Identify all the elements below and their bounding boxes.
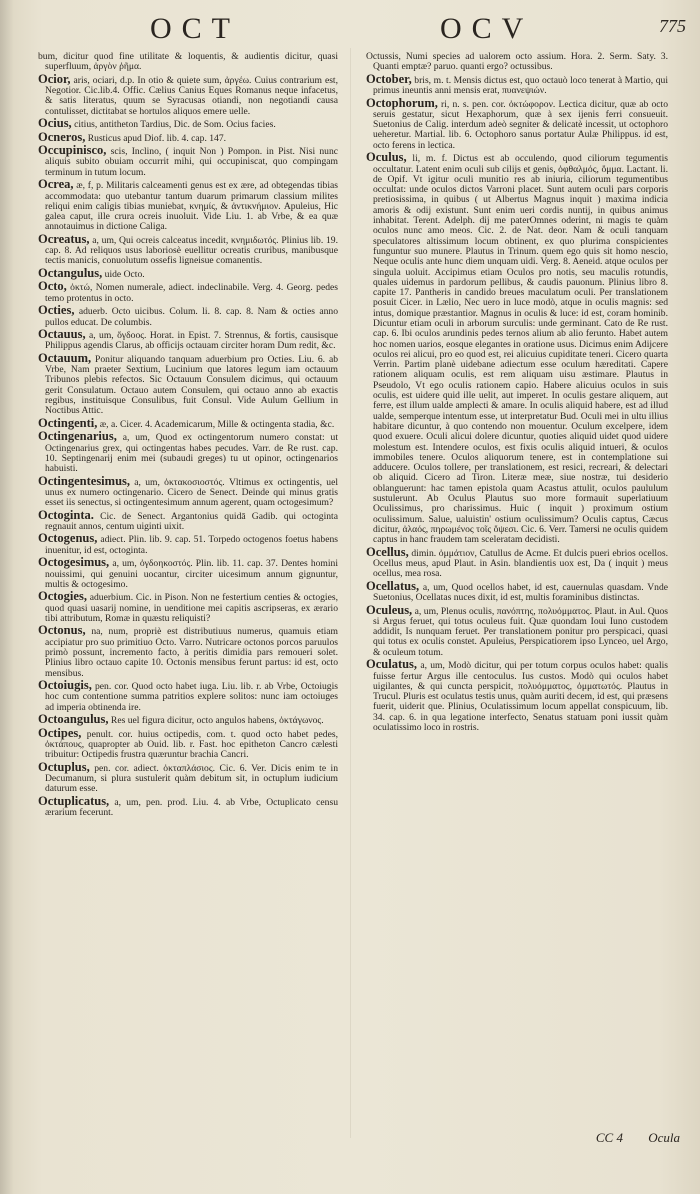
dictionary-entry <box>38 625 338 678</box>
entry-text: dimin. ὀμμάτιον, Catullus de Acme. Et dulcis pueri ebrios ocellos. Ocellus meus, apud Plaut. in Asin. blandientis uox est, Da ( inquit ) meus ocellus, mea rosa. <box>373 547 668 580</box>
entry-text: Cic. de Senect. Argantonius quidā Gadib. qui octoginta regnauit annos, centum uiginti uixit. <box>45 510 338 532</box>
entry-headword: Ocrea, <box>38 177 74 192</box>
entry-headword: Occupinisco, <box>38 143 107 158</box>
entry-headword: Octuplicatus, <box>38 793 110 808</box>
entry-headword: Oculeus, <box>366 602 413 617</box>
entry-headword: Ocior, <box>38 71 71 86</box>
entry-headword: Octogesimus, <box>38 555 110 570</box>
entry-text: scis, Inclino, ( inquit Non ) Pompon. in Pist. Nisi nunc aliquis subito obuiam occurrit mihi, qui occupiniscat, quo compingam terminum in tutum locum. <box>45 146 338 178</box>
entry-headword: Octuplus, <box>38 759 90 774</box>
entry-headword: Oculatus, <box>366 657 418 672</box>
entry-headword: Octipes, <box>38 725 82 740</box>
dictionary-entry <box>38 71 338 117</box>
entry-text: bum, dicitur quod fine utilitate & loquentis, & audientis dicitur, quasi superfluum, ἀργὸν ῥῆμα. <box>38 52 338 73</box>
entry-text: aduerb. Octo uicibus. Colum. li. 8. cap. 8. Nam & octies anno pullos educat. De columbis. <box>45 306 338 328</box>
entry-headword: Octingenarius, <box>38 429 117 444</box>
dictionary-entry <box>38 145 338 178</box>
dictionary-entry <box>38 557 338 590</box>
dictionary-entry <box>38 725 338 761</box>
dictionary-entry <box>38 305 338 328</box>
entry-headword: Ocius, <box>38 116 72 131</box>
column-gutter <box>350 48 351 1138</box>
catchword: Ocula <box>648 1130 680 1145</box>
dictionary-entry <box>38 473 338 509</box>
dictionary-entry <box>38 265 338 280</box>
entry-headword: Octophorum, <box>366 95 438 110</box>
dictionary-entry <box>366 602 668 658</box>
entry-text: ὀκτώ, Nomen numerale, adiect. indeclinabile. Verg. 4. Georg. pedes temo protentus in octo. <box>45 282 338 304</box>
page-footer <box>574 1130 680 1146</box>
page-number: 775 <box>659 16 686 36</box>
entry-text: a, um, ὀγδοηκοστός. Plin. lib. 11. cap. 37. Dentes homini nouissimi, qui genuini uocantur, circiter uicesimum annum gignuntur, multis & octogesimo. <box>45 558 338 590</box>
entry-text: pen. cor. Quod octo habet iuga. Liu. lib. r. ab Vrbe, Octoiugis hoc cum contentione summa patritios explere solitos: nunc iam octoiuges ad imperia obtinenda ire. <box>45 681 338 713</box>
dictionary-entry <box>38 179 338 232</box>
dictionary-entry <box>38 415 338 430</box>
dictionary-entry <box>38 231 338 267</box>
dictionary-entry <box>38 793 338 819</box>
entry-headword: Ocellatus, <box>366 578 420 593</box>
entry-text: a, um, Qui ocreis calceatus incedit, κνημιδωτός. Plinius lib. 19. cap. 8. Ad reliquos usus laboriosè euellitur ocreatis cruribus, manibusque tectis manicis, conuolutum ossefis ligneisue comanentis. <box>45 234 338 267</box>
right-column <box>366 52 668 1127</box>
entry-headword: Ocneros, <box>38 129 86 144</box>
signature-mark: CC 4 <box>595 1130 623 1145</box>
entry-text: pen. cor. adiect. ὀκταπλάσιος. Cic. 6. Ver. Dicis enim te in Decumanum, si plura sustulerit quàm debitum sit, in octuplum iudicium daturum esse. <box>45 762 338 795</box>
entry-headword: Octoangulus, <box>38 712 109 727</box>
entry-headword: Ocreatus, <box>38 231 90 246</box>
entry-text: ri, n. s. pen. cor. ὀκτώφορον. Lectica dicitur, quæ ab octo seruis gestatur, sicut Hexaphorum, quæ à sex ijenis ferri consueuit. Suetonius de Calig. interdum adeò segniter & delicatè incessit, ut octophoro ueheretur. Martial. lib. 6. Octophoro sanus portatur Aulæ Philippus. id est, octo ferens in lectica. <box>373 98 668 151</box>
running-head <box>0 10 700 52</box>
entry-headword: Octauum, <box>38 350 92 365</box>
entry-headword: Octingentesimus, <box>38 473 131 488</box>
entry-headword: Octauus, <box>38 327 86 341</box>
entry-headword: Octogies, <box>38 589 87 604</box>
dictionary-entry <box>38 431 338 474</box>
entry-headword: Octoginta. <box>38 507 94 522</box>
entry-headword: Octonus, <box>38 623 86 638</box>
dictionary-entry <box>38 281 338 304</box>
dictionary-entry <box>38 118 338 130</box>
entry-headword: Octogenus, <box>38 531 98 546</box>
dictionary-entry <box>38 350 338 417</box>
dictionary-entry <box>366 544 668 580</box>
left-column <box>38 52 338 1127</box>
entry-text: citius, antitheton Tardius, Dic. de Som. Ocius facies. <box>74 119 276 131</box>
entry-text: a, um, Quod ocellos habet, id est, cauernulas quasdam. Vnde Suetonius, Ocellatas nuces dixit, id est, multis foraminibus distinctas. <box>373 581 668 604</box>
entry-headword: Ocellus, <box>366 544 409 559</box>
entry-text: æ, f, p. Militaris calceamenti genus est ex ære, ad obtegendas tibias accommodata: quo utebantur tantum duarum primarum classium milites reliqui enim caligis tibias muniebat, κνημίς, & ἀντικνήμιον. Apuleius, Hic galea caput, ille crura ocreis inuoluit. Vide Liu. 1. ab Vrbe, & ea quæ annotauimus in dictione Caliga. <box>45 180 338 233</box>
dictionary-entry <box>38 129 338 144</box>
entry-headword: Octingenti, <box>38 415 98 430</box>
entry-text: æ, a. Cicer. 4. Academicarum, Mille & octingenta stadia, &c. <box>99 418 335 430</box>
entry-text: a, um, pen. prod. Liu. 4. ab Vrbe, Octuplicato censu ærarium fecerunt. <box>45 796 338 819</box>
dictionary-entry <box>38 52 338 73</box>
dictionary-entry <box>366 659 668 733</box>
dictionary-entry <box>366 71 668 97</box>
entry-text: na, num, propriè est distributiuus numerus, quamuis etiam accipiatur pro suo primitiuo Octo. Varro. Nutricare octonos porcos paruulos primò possunt, incremento facto, à peritis dimidia pars remoueri solet. Plinius libro octauo capite 10. Octonis mensibus ferunt partus: id est, octo mensibus. <box>45 626 338 679</box>
entry-text: penult. cor. huius octipedis, com. t. quod octo habet pedes, ὀκτάπους, quapropter ab Ouid. lib. r. Fast. hoc epitheton Cancro cælesti tribuitur: Octipedis frustra quæruntur brachia Cancri. <box>45 728 338 761</box>
dictionary-entry <box>38 680 338 713</box>
dictionary-entry <box>366 578 668 604</box>
entry-text: Ponitur aliquando tanquam aduerbium pro Octies. Liu. 6. ab Vrbe, Nam praeter Sextium, Lucinium que latores legum iam octauum Tribunos plebis refectos. Sic Octauum Consulem dicimus, qui octauum gerit Consulatum. Octauo autem Consulem, qui octauo anno ab exactis regibus, instituisque Consulibus, fuit Consul. Vide Aulum Gellium in Noctibus Attic. <box>45 353 338 417</box>
entry-text: a, um, Quod ex octingentorum numero constat: ut Octingenarius grex, qui octingentas habes pecudes. Varr. de Re rust. cap. 10. Septingenarij enim mei (subaudi greges) tu ut opinor, octingenarios habuisti. <box>45 432 338 475</box>
entry-text: li, m. f. Dictus est ab occulendo, quod ciliorum tegumentis occultatur. Latent enim oculi sub cilijs et genis, ὀφθαλμός, ὄμμα. Lactant. li. de Opif. Vt igitur oculi munitio res ab iniuria, ciliorum tegumentibus occultat: unde oculos dictos Varroni placet. Sunt autem oculi pars corporis pretiosissima, in quibus ( ut Albertus Magnus inquit ) maxima indicia amoris & odij existunt. Sunt enim ueri cordis nuntij, in quibus animus inhabitat. Terent. Adelph. dij me paterOmnes oderint, ni magis te quàm oculos nunc amo meos. Cic. 2. de Nat. deor. Nam & oculi tanquam speculatores altissimum locum obtinent, ex quo plurima conspicientes funguntur suo munere. Plautus in Trinum. quem ego quis sit homo nescio, Neque oculis ante hunc diem unquam uidi. Verg. 8. Aeneid. atque oculos per singula uoluit. Accipimus etiam Oculos pro notis, seu maculis rotundis, quales uidemus in pardorum pellibus, & caudis pauonum. Plinius libro 8. capite 17. Pantheris in candido breues maculatum oculi. Per translationem posuit Cicer. in Lælio, Nec uero in luce modò, atque in oculis magnis: sed intus, domique præstantior. Magnus in oculis & luce: id est, coram hominib. Dicuntur etiam oculi in arborum surculis: unde germinant. Cato de Re rust. cap. 6. Ibi oculos arundinis pedes ternos alium ab alio ferunto. Habet autem hoc nomen uarios, eosque elegantes in oratione usus. Dicimus enim Adijcere oculos rei alicui, pro eo quod est, rei alicuius cupiditate teneri. Cicero quarta Verrin. Partim planè uidebane adiectum esse oculum hæreditati. Capere rationem aliquam oculis, est rem aliquam uisu æstimare. Plautus in Pseudolo, Vt ego oculis rationem capio. Habere alicuius oculos in suis oculis, est uidere quid ille uelit, aut imperet. In oculis gestare aliquem, aut ferre, est illum ualde amplecti & amare. In oculis aliquid habere, est ad illud ualde, semperque intentum esse, ut interpretatur Bud. Oculi mei in ultu illius habitare dicuntur, à quo contendo non mouentur. Oculum excelpere, idem quod exuere. Oculi alicui dolere dicuntur, quoties aliquid uidet quod uidere molestum est. Intendere oculos, est fixis oculis aliquid intueri, & oculos immobiles tenere. Oculos aliquorum tenere, est in contemplatione sui adducere. Oculos tollere, per translationem, est resici, recreari, & delectari ob aliquid. Cicero ad Tiron. Literæ meæ, siue nostræ, tui desiderio oblanguerunt: hac tamen epistola quam Acastus attulit, oculos paululum sustulerunt. Ab Oculus Plautus suo more formauit superlatiuum Oculissimus, pro charissimus. Huic ( inquit ) proximum ostium oculissimum. Salue, ualuistin' ostium oculissimum? Oculis captus, Cæcus dicitur, ἀλαός, πηρωμένος τοῖς ὄψεσι. Cic. 6. Verr. Tamersi ne oculis quidem captus in hanc fraudem tam sceleratam decidisti. <box>373 153 668 546</box>
page-edge-shadow <box>0 0 14 1194</box>
entry-headword: Oculus, <box>366 150 407 165</box>
entry-text: a, um, Modò dicitur, qui per totum corpus oculos habet: qualis fuisse fertur Argus ille centoculus. Ius custos. Modò qui oculos habet uigilantes, & qui cuncta perspicit, πολυόμματος, ὀμματωτός. Plautus in Trucul. Pluris est oculatus testis unus, quàm auriti decem, id est, qui præsens fuerit, uiderit que. Plinius, Oculatissimum locum appellat conspicuum, lib. 34. cap. 6. in qua legatione interfecto, Senatus statuam poni iussit quàm oculatissimo loco in rostris. <box>373 660 668 734</box>
entry-text: adiect. Plin. lib. 9. cap. 51. Torpedo octogenos foetus habens inuenitur, id est, octoginta. <box>45 534 338 556</box>
entry-text: a, um, Plenus oculis, πανόπτης, πολυόμματος. Plaut. in Aul. Quos si Argus feruet, qui totus oculeus fuit. Quæ quondam Ioui Iuno custodem addidit, Is nunquam feruet. Per translationem ponitur pro perspicaci, quasi qui totus ex oculis constet. Apuleius, Perspicatiorem ipso Lynceo, uel Argo, & oculeum totum. <box>373 605 668 658</box>
dictionary-entry <box>38 507 338 533</box>
entry-text: aduerbium. Cic. in Pison. Non ne festertium centies & octogies, quod quasi uasarij nomine, in uenditione mei capitis ascripseras, ex ærario tibi attributum, Romæ in quæstu reliquisti? <box>45 592 338 624</box>
running-head-left: OCT <box>150 12 240 45</box>
dictionary-entry <box>366 95 668 151</box>
entry-text: Rusticus apud Diof. lib. 4. cap. 147. <box>87 132 227 144</box>
entry-headword: October, <box>366 71 412 86</box>
entry-text: Res uel figura dicitur, octo angulos habens, ὀκτάγωνος. <box>110 715 324 727</box>
entry-text: a, um, ὄγδοος. Horat. in Epist. 7. Strennus, & fortis, causisque Philippus agendis Clarus, ab officijs octauam circiter horam Dum redit, &c. <box>45 330 338 352</box>
dictionary-entry <box>38 533 338 556</box>
running-head-right: OCV <box>440 12 534 45</box>
entry-text: Octussis, Numi species ad ualorem octo assium. Hora. 2. Serm. Saty. 3. Quanti emptæ? paruo. quanti ergo? octussibus. <box>366 52 668 73</box>
entry-text: aris, ociari, d.p. In otio & quiete sum, ἀργέω. Cuius contrarium est, Negotior. Cic.lib.4. Offic. Cælius Canius Eques Romanus neque infacetus, & satis literatus, quum se Syracusas otiandi, non negotiandi causa contulisset, dictitabat se hortulos aliquos emere uelle. <box>45 74 338 117</box>
entry-text: a, um, ὀκτακοσιοστός. Vltimus ex octingentis, uel unus ex numero octingenario. Cicero de Senect. Deinde qui minus gratis esset iis senectus, si octingentesimum annum agerent, quam octogesimum? <box>45 476 338 509</box>
dictionary-entry <box>38 714 338 726</box>
entry-headword: Octo, <box>38 279 67 294</box>
dictionary-entry <box>38 759 338 795</box>
dictionary-entry <box>38 329 338 352</box>
entry-headword: Octangulus, <box>38 265 103 280</box>
dictionary-entry <box>366 52 668 73</box>
entry-text: uide Octo. <box>104 268 145 280</box>
entry-headword: Octoiugis, <box>38 678 92 693</box>
dictionary-entry <box>38 591 338 624</box>
dictionary-entry <box>366 152 668 545</box>
entry-headword: Octies, <box>38 303 75 318</box>
entry-text: bris, m. t. Mensis dictus est, quo octauò loco tenerat à Martio, qui primus ineuntis anni mensis erat, πυανεψιών. <box>373 74 668 97</box>
